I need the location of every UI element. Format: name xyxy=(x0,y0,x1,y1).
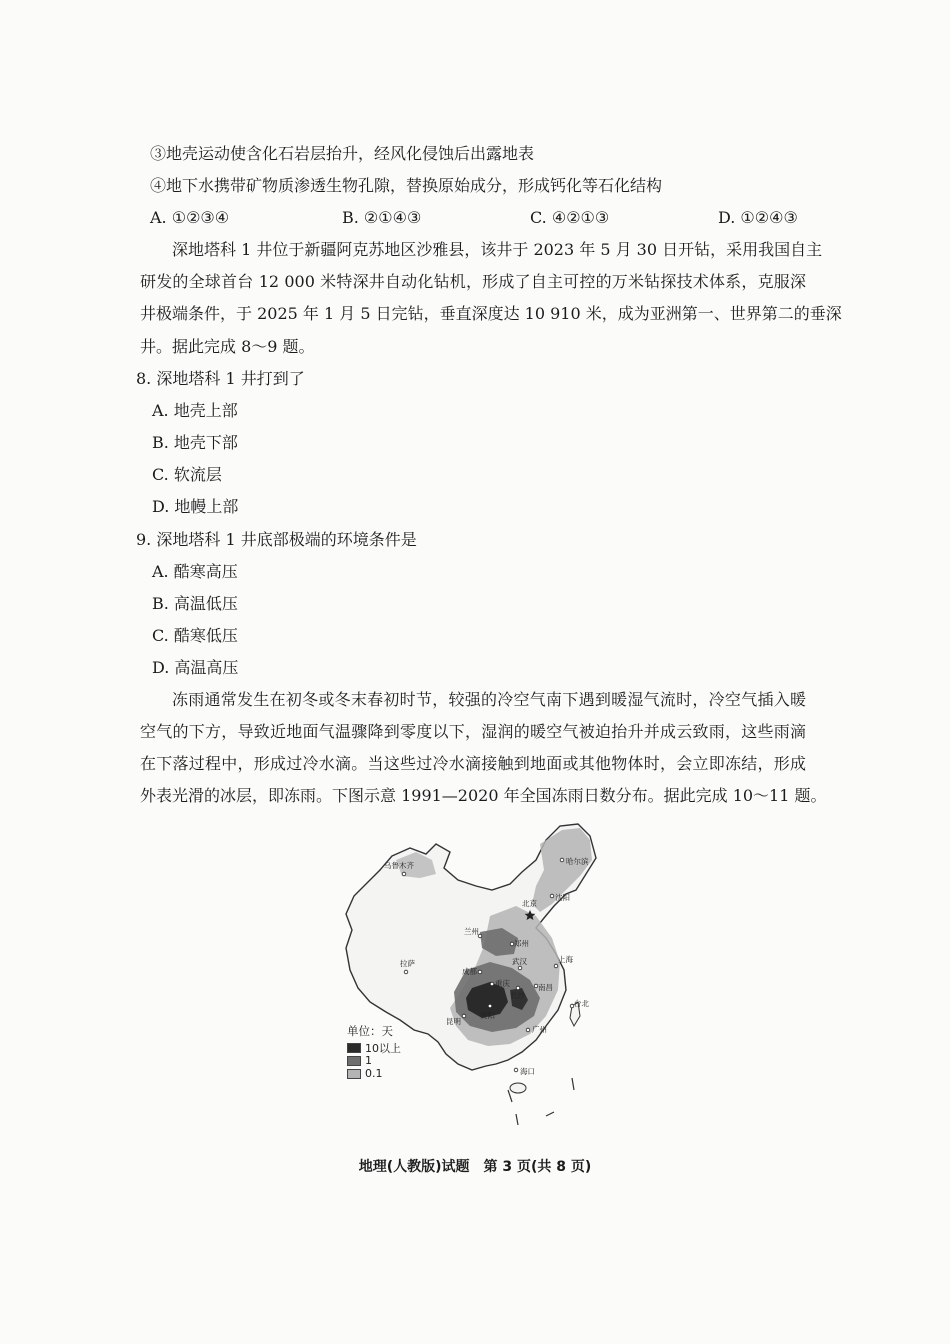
q8-option-a: A. 地壳上部 xyxy=(152,401,238,420)
q9-option-c: C. 酷寒低压 xyxy=(152,626,238,645)
city-dot-urumqi xyxy=(402,872,406,876)
passage2-line-3: 在下落过程中，形成过冷水滴。当这些过冷水滴接触到地面或其他物体时，会立即冻结，形成 xyxy=(140,754,806,773)
passage1-line-4: 井。据此完成 8～9 题。 xyxy=(140,337,315,356)
legend-swatch-high xyxy=(347,1043,361,1053)
city-label-haikou: 海口 xyxy=(520,1067,535,1076)
q7-option-c: C. ④②①③ xyxy=(530,208,610,227)
passage2-line-2: 空气的下方，导致近地面气温骤降到零度以下，湿润的暖空气被迫抬升并成云致雨，这些雨滴 xyxy=(140,722,806,741)
city-dot-guiyang xyxy=(488,1004,492,1008)
city-dot-shanghai xyxy=(554,964,558,968)
city-label-harbin: 哈尔滨 xyxy=(566,857,589,866)
passage2-line-4: 外表光滑的冰层，即冻雨。下图示意 1991—2020 年全国冻雨日数分布。据此完成 10～11 题。 xyxy=(140,786,827,805)
q9-option-b: B. 高温低压 xyxy=(152,594,238,613)
passage1-line-2: 研发的全球首台 12 000 米特深井自动化钻机，形成了自主可控的万米钻探技术体系，克服深 xyxy=(140,272,806,291)
legend-swatch-low xyxy=(347,1069,361,1079)
legend-row-medium xyxy=(347,1054,401,1067)
city-label-beijing: 北京 xyxy=(522,899,537,908)
legend-row-low xyxy=(347,1067,401,1080)
city-dot-harbin xyxy=(560,858,564,862)
south-sea-dash-1 xyxy=(508,1090,512,1102)
china-map-svg xyxy=(340,820,600,1130)
hainan-island xyxy=(510,1083,526,1093)
q9-option-d: D. 高温高压 xyxy=(152,658,239,677)
city-label-taipei: 台北 xyxy=(574,999,589,1008)
city-label-chongqing: 重庆 xyxy=(495,979,510,988)
q7-statement-3: ③地壳运动使含化石岩层抬升，经风化侵蚀后出露地表 xyxy=(150,144,535,163)
map-legend xyxy=(347,1023,401,1080)
city-label-guangzhou: 广州 xyxy=(532,1025,547,1034)
city-dot-shenyang xyxy=(550,894,554,898)
city-dot-chengdu xyxy=(478,970,482,974)
south-sea-dash-3 xyxy=(546,1112,554,1116)
city-label-nanchang: 南昌 xyxy=(538,983,553,992)
legend-label-high: 10以上 xyxy=(365,1041,401,1055)
legend-title: 单位：天 xyxy=(347,1024,393,1038)
city-label-chengdu: 成都 xyxy=(462,967,477,976)
city-label-shenyang: 沈阳 xyxy=(555,893,570,902)
legend-swatch-medium xyxy=(347,1056,361,1066)
city-label-lasa: 拉萨 xyxy=(400,959,415,968)
passage2-line-1: 冻雨通常发生在初冬或冬末春初时节，较强的冷空气南下遇到暖湿气流时，冷空气插入暖 xyxy=(172,690,806,709)
city-dot-chongqing xyxy=(490,982,494,986)
city-label-kunming: 昆明 xyxy=(446,1017,461,1026)
q8-stem: 8. 深地塔科 1 井打到了 xyxy=(136,369,305,388)
city-label-shanghai: 上海 xyxy=(558,955,573,964)
q9-stem: 9. 深地塔科 1 井底部极端的环境条件是 xyxy=(136,530,417,549)
q7-option-d: D. ①②④③ xyxy=(718,208,798,227)
passage1-line-1: 深地塔科 1 井位于新疆阿克苏地区沙雅县，该井于 2023 年 5 月 30 日开钻，采用我国自主 xyxy=(172,240,823,259)
q8-option-d: D. 地幔上部 xyxy=(152,497,239,516)
freezing-rain-map xyxy=(340,820,600,1130)
legend-label-low: 0.1 xyxy=(365,1067,383,1080)
city-dot-wuhan xyxy=(518,966,522,970)
city-label-changsha: 长沙 xyxy=(510,991,525,1000)
city-dot-haikou xyxy=(514,1068,518,1072)
legend-label-medium: 1 xyxy=(365,1054,372,1067)
city-label-wuhan: 武汉 xyxy=(512,957,527,966)
q9-option-a: A. 酷寒高压 xyxy=(152,562,238,581)
q8-option-b: B. 地壳下部 xyxy=(152,433,238,452)
city-dot-lasa xyxy=(404,970,408,974)
city-label-zhengzhou: 郑州 xyxy=(514,939,529,948)
city-label-lanzhou: 兰州 xyxy=(464,927,479,936)
city-label-urumqi: 乌鲁木齐 xyxy=(384,861,414,870)
south-sea-dash-4 xyxy=(572,1078,574,1090)
city-label-guiyang: 贵阳 xyxy=(480,1011,495,1020)
q7-option-a: A. ①②③④ xyxy=(150,208,230,227)
legend-row-high xyxy=(347,1041,401,1054)
passage1-line-3: 井极端条件，于 2025 年 1 月 5 日完钻，垂直深度达 10 910 米，成为亚洲第一、世界第二的垂深 xyxy=(140,304,842,323)
page-footer: 地理(人教版)试题 第 3 页(共 8 页) xyxy=(358,1159,592,1175)
city-dot-kunming xyxy=(462,1014,466,1018)
city-dot-changsha xyxy=(516,986,520,990)
q7-statement-4: ④地下水携带矿物质渗透生物孔隙，替换原始成分，形成钙化等石化结构 xyxy=(150,176,663,195)
city-dot-guangzhou xyxy=(526,1028,530,1032)
q8-option-c: C. 软流层 xyxy=(152,465,222,484)
south-sea-dash-2 xyxy=(516,1114,518,1125)
q7-option-b: B. ②①④③ xyxy=(342,208,422,227)
